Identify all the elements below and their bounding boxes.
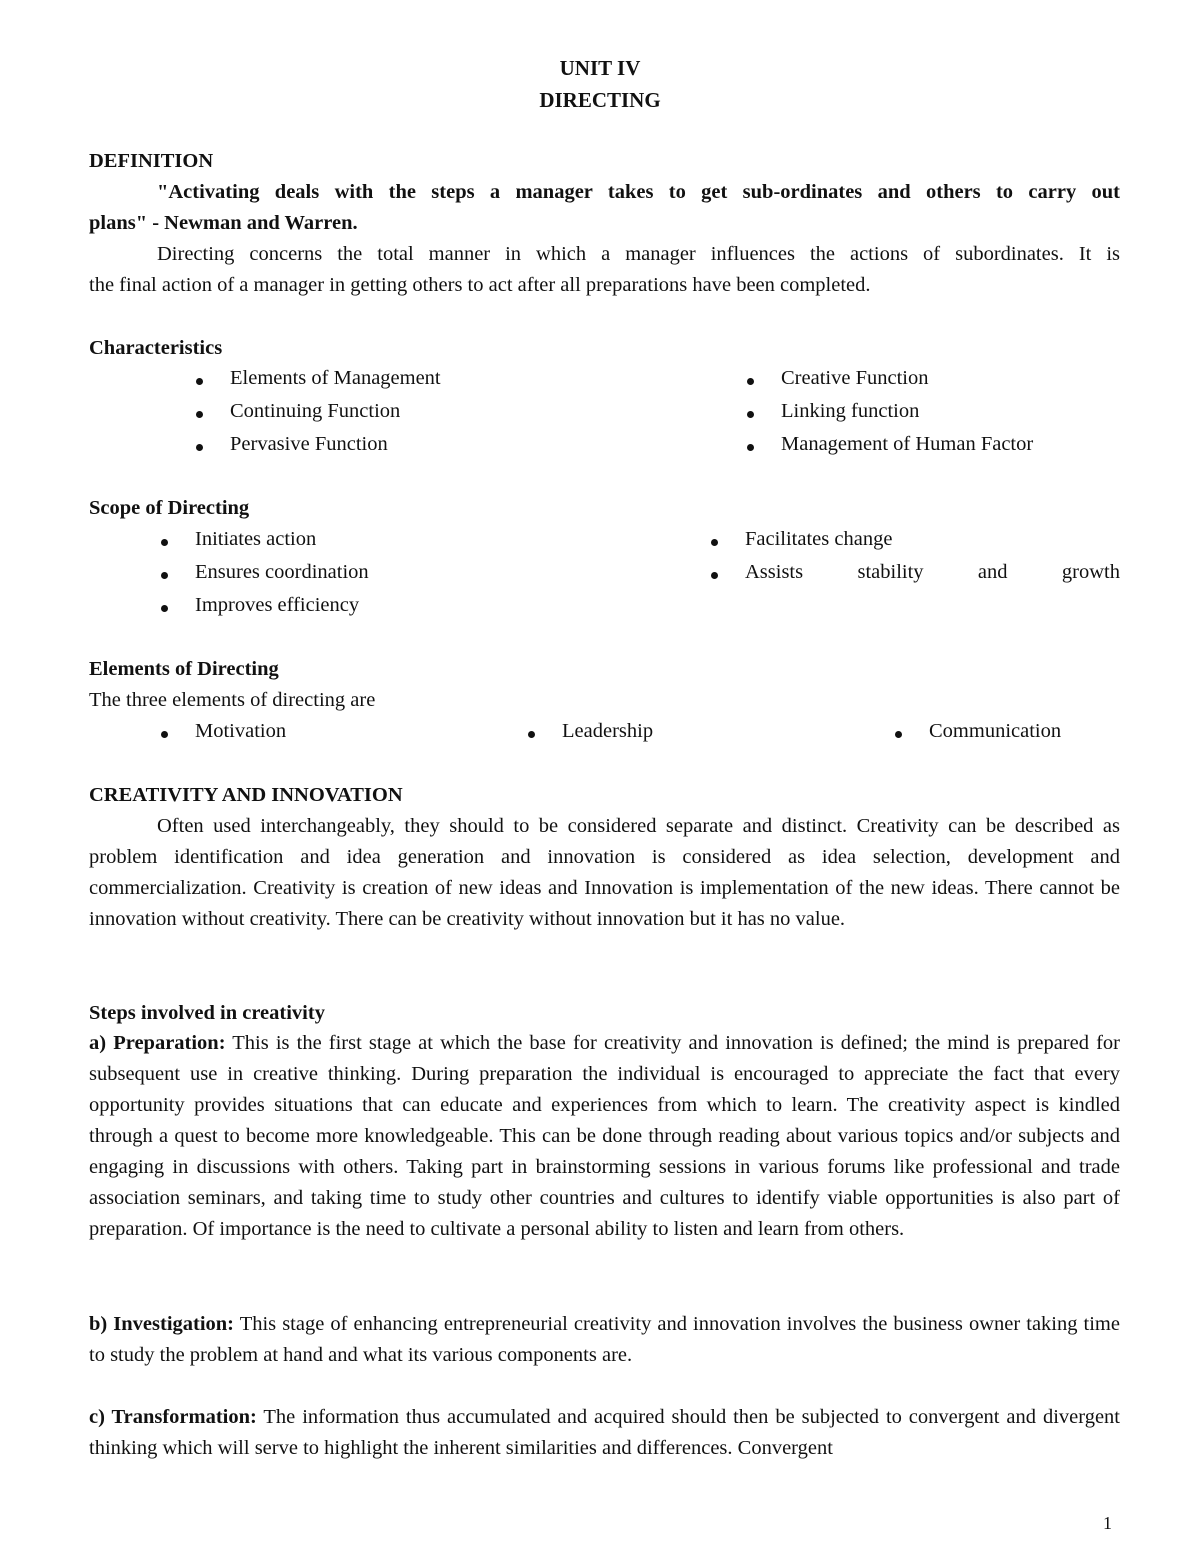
characteristics-item: Pervasive Function xyxy=(230,433,388,456)
bullet-icon xyxy=(161,605,168,612)
elements-item: Motivation xyxy=(195,720,286,743)
definition-heading: DEFINITION xyxy=(89,150,214,172)
creativity-paragraph: Often used interchangeably, they should to be considered separate and distinct. Creativity can be described as problem identification and idea generation and innovation is considered as idea selection, development and commercialization. Creativity is creation of new ideas and Innovation is implementation of the new ideas. There cannot be innovation without creativity. There can be creativity without innovation but it has no value. xyxy=(89,815,1120,930)
bullet-icon xyxy=(161,731,168,738)
scope-item: Improves efficiency xyxy=(195,594,359,617)
scope-item: Ensures coordination xyxy=(195,561,369,584)
characteristics-item: Elements of Management xyxy=(230,367,441,390)
elements-item: Leadership xyxy=(562,720,653,743)
step-a-paragraph xyxy=(89,1028,1120,1245)
steps-heading: Steps involved in creativity xyxy=(89,1002,325,1024)
bullet-icon xyxy=(196,411,203,418)
bullet-icon xyxy=(747,378,754,385)
step-b-label: b) Investigation: xyxy=(89,1313,235,1335)
characteristics-item: Creative Function xyxy=(781,367,928,390)
definition-quote-line2: plans" - Newman and Warren. xyxy=(89,212,358,234)
bullet-icon xyxy=(196,444,203,451)
bullet-icon xyxy=(161,539,168,546)
page-title: DIRECTING xyxy=(539,88,661,112)
step-c-paragraph xyxy=(89,1402,1120,1464)
step-b-paragraph xyxy=(89,1309,1120,1371)
elements-item: Communication xyxy=(929,720,1061,743)
definition-quote-line1: "Activating deals with the steps a manager takes to get sub-ordinates and others to carry out xyxy=(157,181,1120,203)
bullet-icon xyxy=(711,539,718,546)
step-c-label: c) Transformation: xyxy=(89,1406,257,1428)
elements-intro: The three elements of directing are xyxy=(89,689,376,711)
scope-item: Initiates action xyxy=(195,528,316,551)
scope-item: Facilitates change xyxy=(745,528,892,551)
characteristics-item: Management of Human Factor xyxy=(781,433,1033,456)
page-number: 1 xyxy=(1103,1513,1112,1533)
bullet-icon xyxy=(747,444,754,451)
bullet-icon xyxy=(528,731,535,738)
step-c-text: The information thus accumulated and acquired should then be subjected to convergent and divergent thinking which will serve to highlight the inherent similarities and differences. Convergent xyxy=(89,1406,1120,1459)
bullet-icon xyxy=(895,731,902,738)
step-a-label: a) Preparation: xyxy=(89,1032,226,1054)
bullet-icon xyxy=(711,572,718,579)
scope-item: Assists stability and growth xyxy=(745,561,1120,584)
bullet-icon xyxy=(747,411,754,418)
scope-heading: Scope of Directing xyxy=(89,497,250,519)
definition-para-line2: the final action of a manager in getting others to act after all preparations have been completed. xyxy=(89,274,871,296)
characteristics-item: Linking function xyxy=(781,400,919,423)
creativity-heading: CREATIVITY AND INNOVATION xyxy=(89,784,403,806)
step-a-text: This is the first stage at which the base for creativity and innovation is defined; the mind is prepared for subsequent use in creative thinking. During preparation the individual is encouraged to appreciate the fact that every opportunity provides situations that can educate and experiences from which to learn. The creativity aspect is kindled through a quest to become more knowledgeable. This can be done through reading about various topics and/or subjects and engaging in discussions with others. Taking part in brainstorming sessions in various forums like professional and trade association seminars, and taking time to study other countries and cultures to identify viable opportunities is also part of preparation. Of importance is the need to cultivate a personal ability to listen and learn from others. xyxy=(89,1032,1120,1240)
step-b-text: This stage of enhancing entrepreneurial creativity and innovation involves the business owner taking time to study the problem at hand and what its various components are. xyxy=(89,1313,1120,1366)
elements-heading: Elements of Directing xyxy=(89,658,279,680)
definition-para-line1: Directing concerns the total manner in which a manager influences the actions of subordinates. It is xyxy=(157,243,1120,265)
characteristics-heading: Characteristics xyxy=(89,337,223,359)
characteristics-item: Continuing Function xyxy=(230,400,400,423)
bullet-icon xyxy=(161,572,168,579)
bullet-icon xyxy=(196,378,203,385)
unit-label: UNIT IV xyxy=(559,56,641,80)
